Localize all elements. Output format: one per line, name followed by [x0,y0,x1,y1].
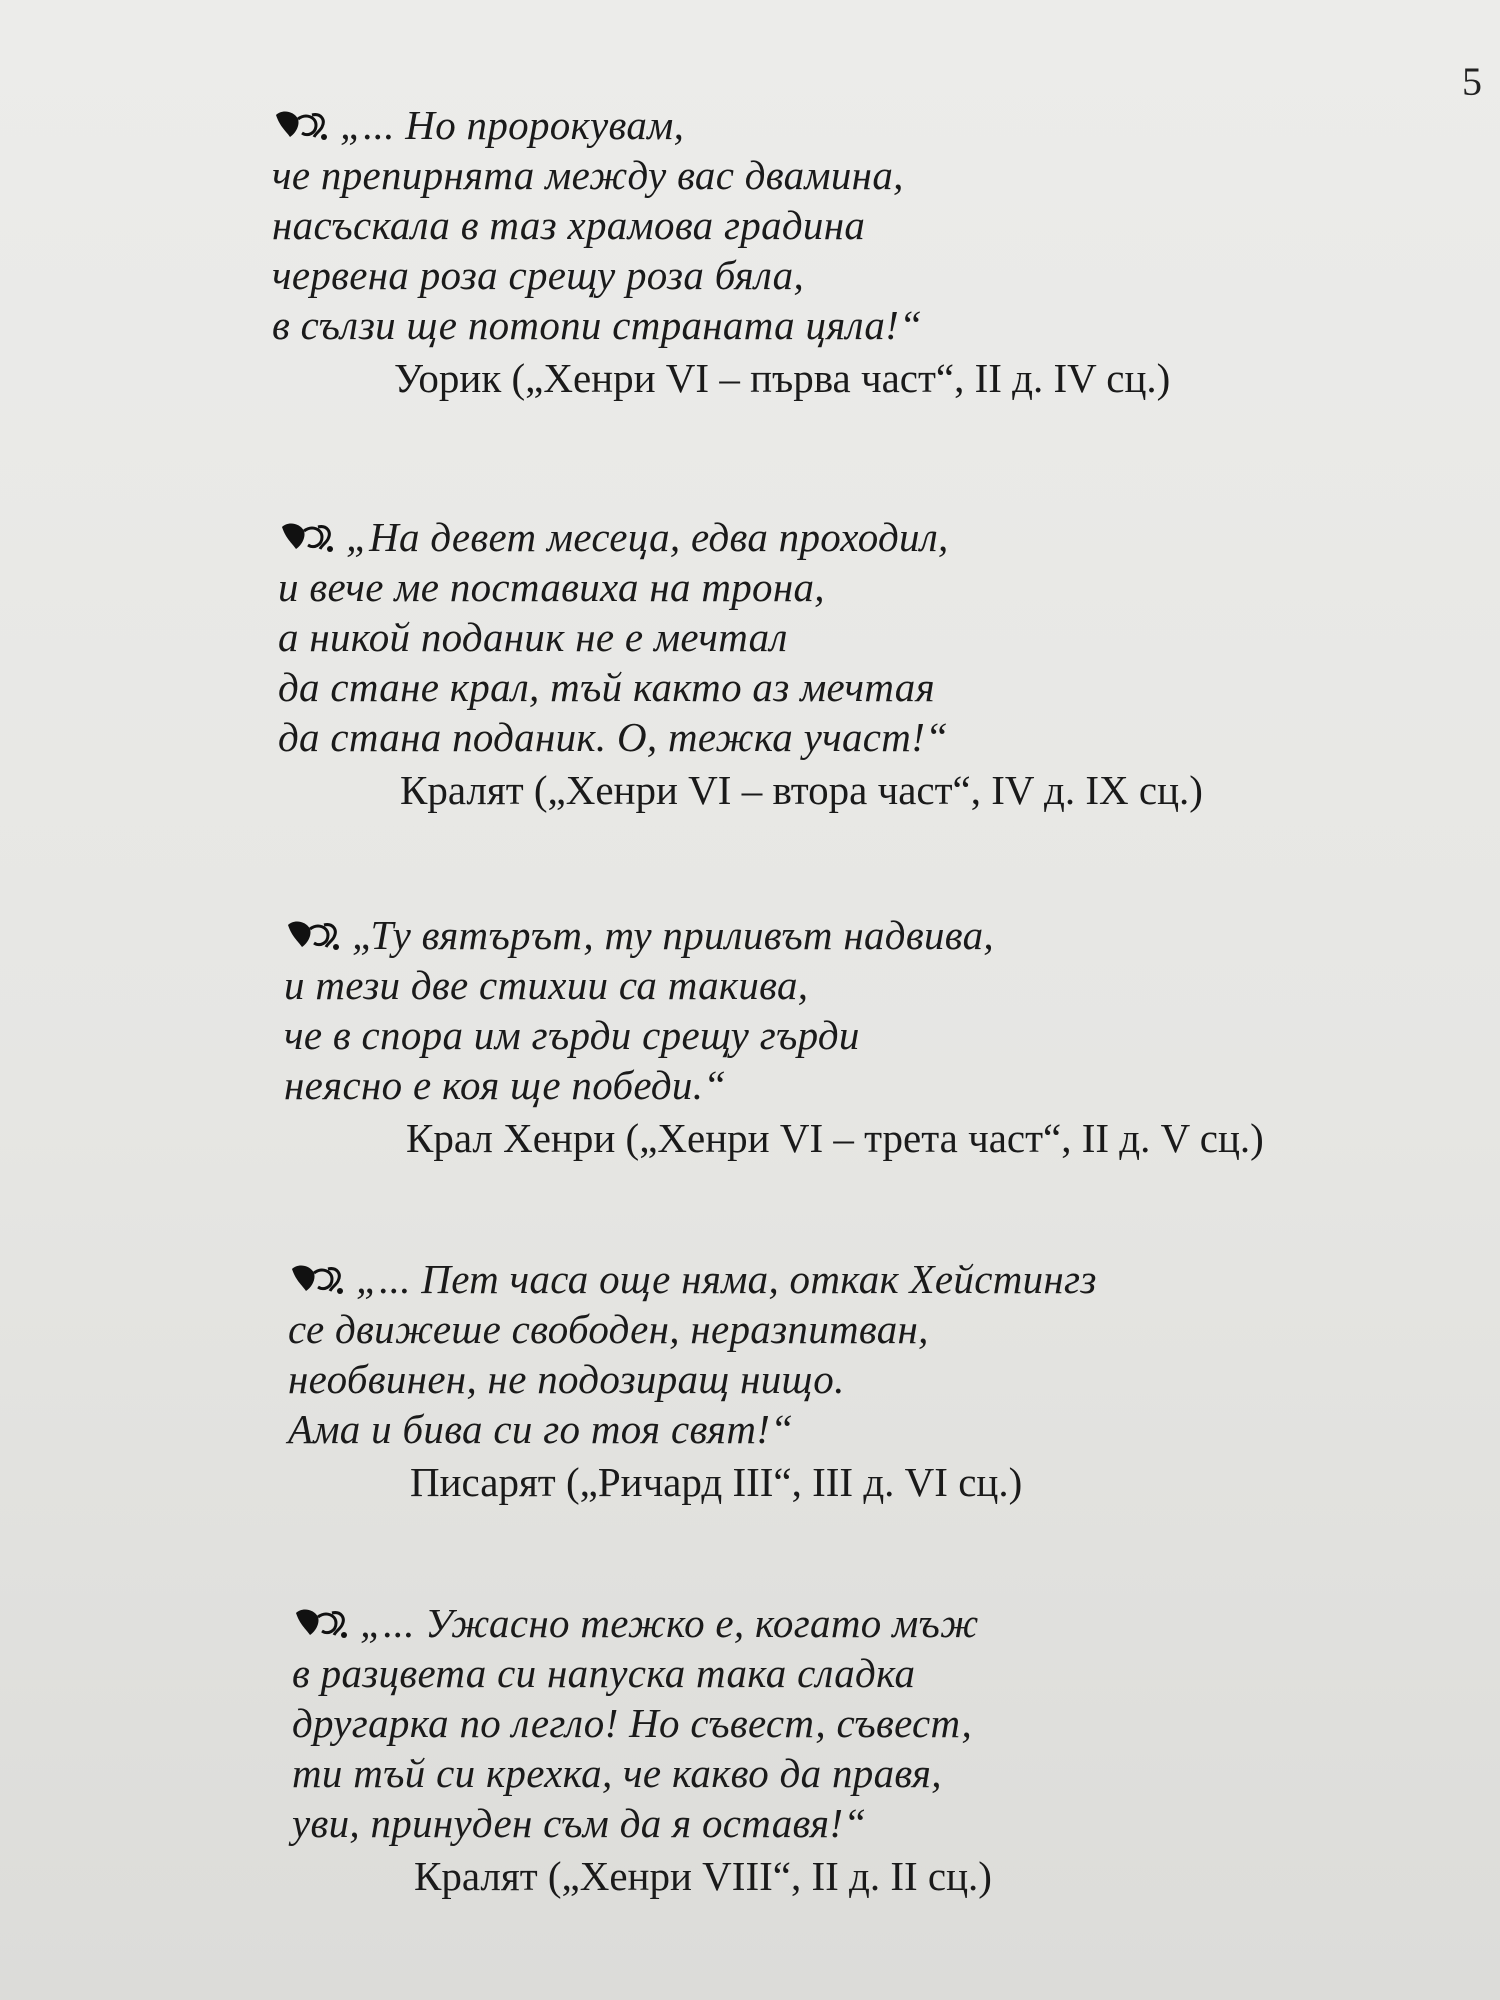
verse-line: другарка по легло! Но съвест, съвест, [292,1700,973,1746]
verse-line-text: „На девет месеца, едва проходил, [346,514,949,560]
verse-line: а никой поданик не е мечтал [278,614,788,660]
verse-line-text: „... Пет часа още няма, откак Хейстингз [356,1256,1097,1302]
verse-line: Ама и бива си го тоя свят!“ [288,1406,794,1452]
fleuron-icon [272,107,332,143]
verse-line: неясно е коя ще победи.“ [284,1062,727,1108]
verse-line: че в спора им гърди срещу гърди [284,1012,860,1058]
quote-attribution: Кралят („Хенри VI – втора част“, IV д. IX сц.) [400,767,1203,813]
verse-line [284,910,1434,960]
verse-line: да стане крал, тъй както аз мечтая [278,664,935,710]
verse-line: се движеше свободен, неразпитван, [288,1306,929,1352]
verse-line-text: „... Ужасно тежко е, когато мъж [360,1600,979,1646]
quote-attribution: Кралят („Хенри VIII“, II д. II сц.) [414,1853,992,1899]
verse-line [288,1254,1438,1304]
verse-line-text: „Ту вятърът, ту приливът надвива, [352,912,994,958]
verse-line [292,1598,1442,1648]
verse-line: необвинен, не подозиращ нищо. [288,1356,845,1402]
verse-line: в разцвета си напуска така сладка [292,1650,916,1696]
verse-line-text: „... Но пророкувам, [340,102,685,148]
verse-line [278,512,1428,562]
quote-block [288,1254,1438,1508]
verse-line [272,100,1422,150]
fleuron-icon [292,1605,352,1641]
fleuron-icon [278,519,338,555]
verse-line: ти тъй си крехка, че какво да правя, [292,1750,942,1796]
quote-block [292,1598,1442,1902]
quote-block [272,100,1422,404]
fleuron-icon [284,917,344,953]
verse-line: в сълзи ще потопи страната цяла!“ [272,302,923,348]
fleuron-icon [288,1261,348,1297]
verse-line: че препирнята между вас двамина, [272,152,904,198]
verse-line: червена роза срещу роза бяла, [272,252,804,298]
verse-line: и тези две стихии са такива, [284,962,809,1008]
quote-block [278,512,1428,816]
verse-line: и вече ме поставиха на трона, [278,564,825,610]
quote-attribution: Крал Хенри („Хенри VI – трета част“, II д. V сц.) [406,1115,1264,1161]
quote-attribution: Уорик („Хенри VI – първа част“, II д. IV сц.) [394,355,1171,401]
page-number: 5 [1462,59,1482,104]
quote-block [284,910,1434,1164]
quote-attribution: Писарят („Ричард III“, III д. VI сц.) [410,1459,1023,1505]
verse-line: насъскала в таз храмова градина [272,202,866,248]
verse-line: уви, принуден съм да я оставя!“ [292,1800,867,1846]
verse-line: да стана поданик. О, тежка участ!“ [278,714,949,760]
